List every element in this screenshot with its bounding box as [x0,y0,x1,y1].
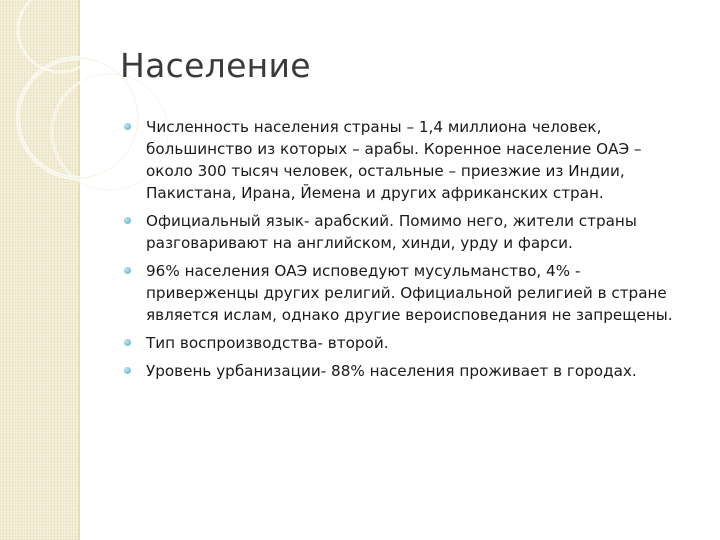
bullet-text: Уровень урбанизации- 88% населения проживает в городах. [146,362,637,380]
bullet-text: Тип воспроизводства- второй. [146,334,389,352]
bullet-icon [124,123,131,130]
bullet-item [122,210,692,254]
bullet-icon [124,267,131,274]
bullet-icon [124,217,131,224]
bullet-item [122,260,692,326]
bullet-icon [124,367,131,374]
bullet-list [122,116,692,388]
bullet-item [122,360,692,382]
slide-title: Население [120,46,311,85]
bullet-item [122,332,692,354]
bullet-text: Официальный язык- арабский. Помимо него, жители страны разговаривают на английском, хинди, урду и фарси. [146,212,637,252]
bullet-text: 96% населения ОАЭ исповедуют мусульманство, 4% - приверженцы других религий. Официальной религией в стране является ислам, однако другие вероисповедания не запрещены. [146,262,673,324]
bullet-item [122,116,692,204]
bullet-text: Численность населения страны – 1,4 миллиона человек, большинство из которых – арабы. Коренное население ОАЭ – около 300 тысяч человек, остальные – приезжие из Индии, Пакистана, Ирана, Йемена и других африканских стран. [146,118,642,202]
bullet-icon [124,339,131,346]
